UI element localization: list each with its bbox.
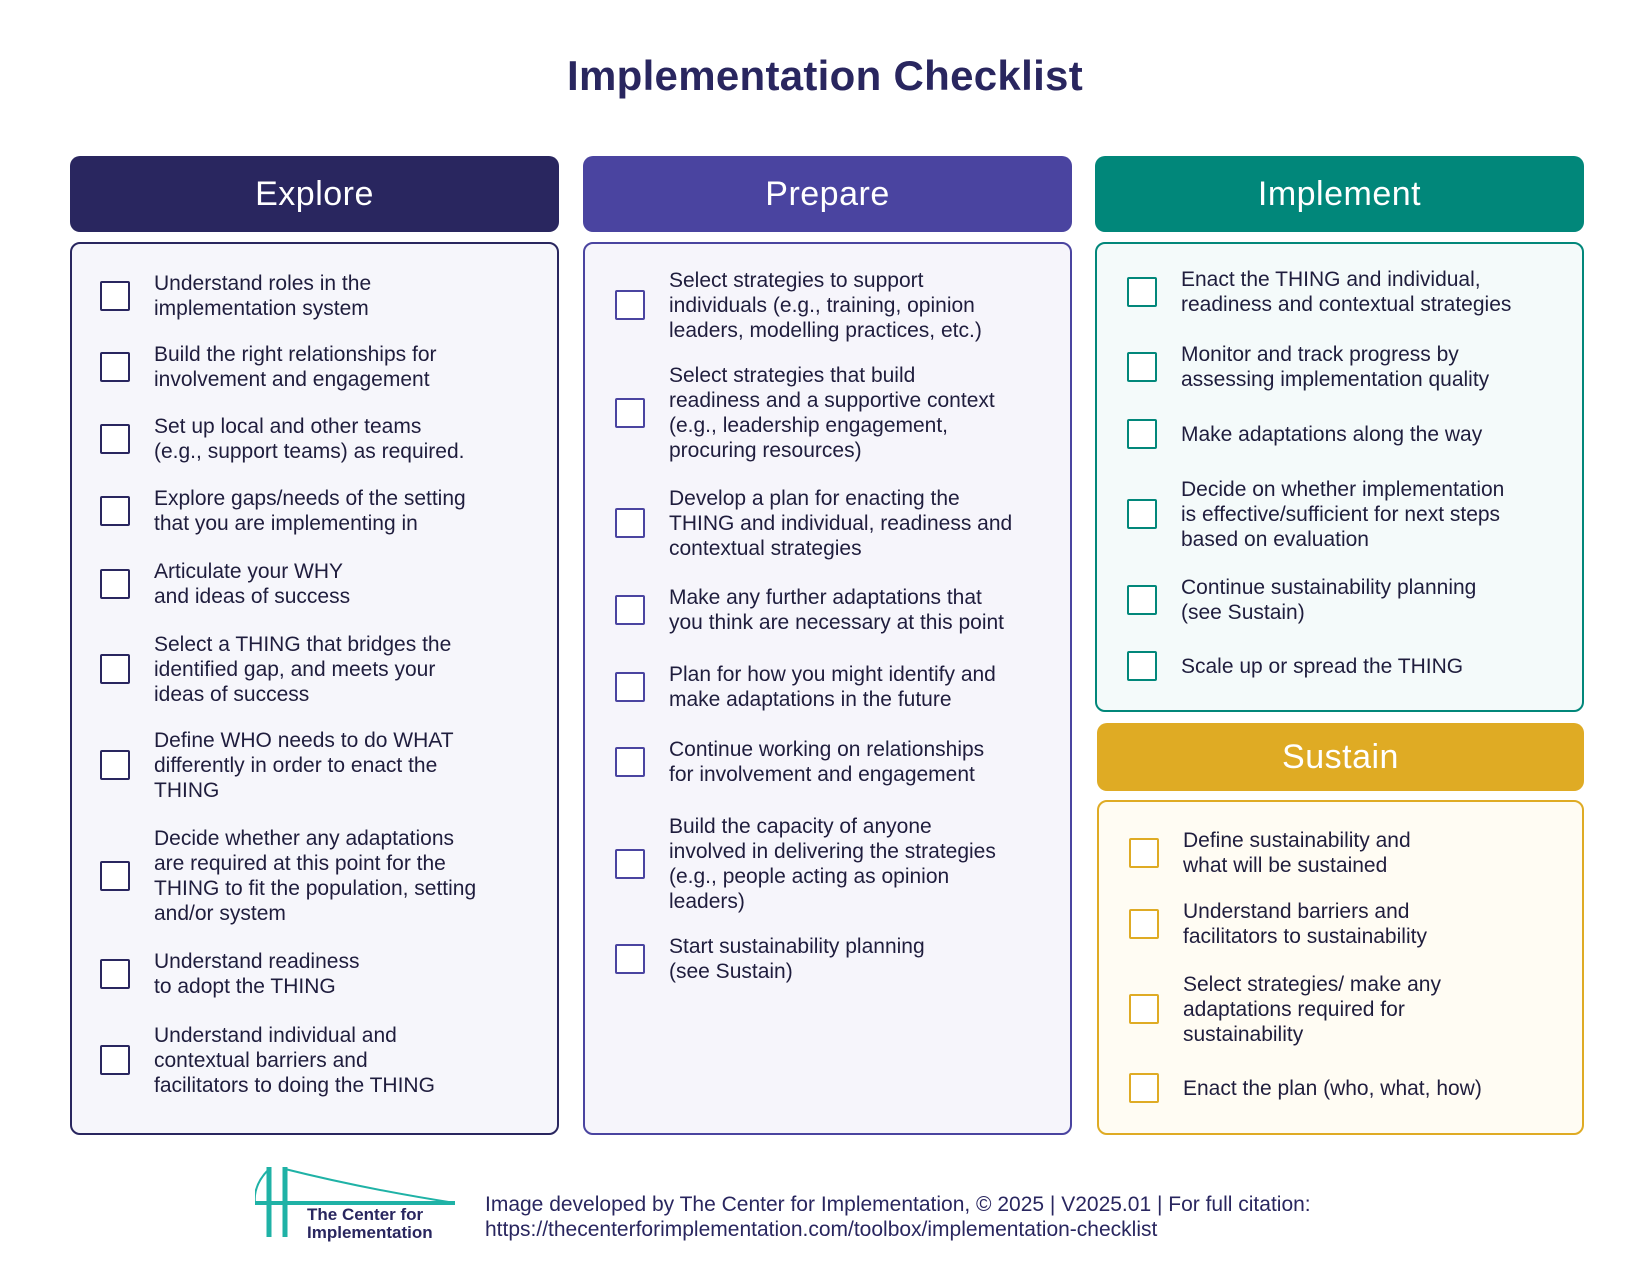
- explore-header-label: Explore: [255, 174, 374, 213]
- prepare-panel: [583, 242, 1072, 1135]
- implement-header-label: Implement: [1257, 174, 1422, 213]
- checklist-item-label: Decide whether any adaptations are required at this point for the THING to fit the population, setting and/or system: [154, 827, 477, 925]
- checklist-item-label: Articulate your WHY and ideas of success: [154, 560, 351, 608]
- checkbox[interactable]: [615, 747, 645, 777]
- checklist-item-label: Select a THING that bridges the identified gap, and meets your ideas of success: [154, 633, 452, 706]
- prepare-header: [583, 156, 1072, 232]
- checkbox[interactable]: [100, 654, 130, 684]
- checklist-item-label: Scale up or spread the THING: [1181, 655, 1464, 678]
- checklist-item-label: Monitor and track progress by assessing implementation quality: [1181, 343, 1490, 391]
- citation: [485, 1192, 1311, 1242]
- implement-panel: [1095, 242, 1584, 712]
- checkbox[interactable]: [1129, 838, 1159, 868]
- citation-line-1: Image developed by The Center for Implementation, © 2025 | V2025.01 | For full citation:: [485, 1193, 1311, 1216]
- checkbox[interactable]: [100, 352, 130, 382]
- checklist-item-label: Start sustainability planning (see Sustain): [669, 935, 925, 983]
- checklist-item-label: Select strategies that build readiness and a supportive context (e.g., leadership engagement, procuring resources): [669, 364, 995, 462]
- checklist-item-label: Define sustainability and what will be sustained: [1183, 829, 1411, 877]
- checklist-item-label: Enact the THING and individual, readiness and contextual strategies: [1181, 268, 1512, 316]
- checkbox[interactable]: [615, 290, 645, 320]
- checkbox[interactable]: [1127, 499, 1157, 529]
- checkbox[interactable]: [615, 595, 645, 625]
- checklist-item-label: Select strategies/ make any adaptations required for sustainability: [1183, 973, 1441, 1046]
- checklist-item-label: Enact the plan (who, what, how): [1183, 1077, 1482, 1100]
- checkbox[interactable]: [100, 750, 130, 780]
- checklist-item-label: Explore gaps/needs of the setting that you are implementing in: [154, 487, 466, 535]
- citation-link[interactable]: https://thecenterforimplementation.com/toolbox/implementation-checklist: [485, 1218, 1158, 1241]
- checklist-item-label: Continue sustainability planning (see Sustain): [1181, 576, 1477, 624]
- checkbox[interactable]: [100, 496, 130, 526]
- checklist-item-label: Understand individual and contextual barriers and facilitators to doing the THING: [154, 1024, 435, 1097]
- checklist-item-label: Make adaptations along the way: [1181, 423, 1483, 446]
- checkbox[interactable]: [1127, 419, 1157, 449]
- checklist-item-label: Decide on whether implementation is effective/sufficient for next steps based on evaluation: [1181, 478, 1505, 551]
- checkbox[interactable]: [100, 424, 130, 454]
- checklist-item-label: Define WHO needs to do WHAT differently in order to enact the THING: [154, 729, 454, 802]
- checkbox[interactable]: [615, 944, 645, 974]
- checkbox[interactable]: [100, 861, 130, 891]
- checkbox[interactable]: [100, 1045, 130, 1075]
- checkbox[interactable]: [615, 508, 645, 538]
- prepare-header-label: Prepare: [765, 174, 890, 213]
- checklist-item-label: Make any further adaptations that you think are necessary at this point: [669, 586, 1005, 634]
- checklist-item-label: Set up local and other teams (e.g., support teams) as required.: [154, 415, 465, 463]
- checkbox[interactable]: [100, 569, 130, 599]
- checklist-item-label: Understand barriers and facilitators to sustainability: [1183, 900, 1427, 948]
- checkbox[interactable]: [1127, 352, 1157, 382]
- checkbox[interactable]: [1127, 277, 1157, 307]
- checkbox[interactable]: [100, 959, 130, 989]
- sustain-header-label: Sustain: [1282, 737, 1399, 776]
- checkbox[interactable]: [1129, 909, 1159, 939]
- checklist-item-label: Develop a plan for enacting the THING and individual, readiness and contextual strategies: [669, 487, 1013, 560]
- checkbox[interactable]: [100, 281, 130, 311]
- checkbox[interactable]: [1127, 651, 1157, 681]
- logo-text: The Center for Implementation: [307, 1205, 433, 1242]
- sustain-panel: [1097, 800, 1584, 1135]
- checkbox[interactable]: [615, 849, 645, 879]
- checklist-item-label: Build the right relationships for involvement and engagement: [154, 343, 437, 391]
- checkbox[interactable]: [615, 672, 645, 702]
- implement-header: [1095, 156, 1584, 232]
- checklist-item-label: Plan for how you might identify and make adaptations in the future: [669, 663, 996, 711]
- checkbox[interactable]: [615, 398, 645, 428]
- checkbox[interactable]: [1127, 585, 1157, 615]
- checklist-item-label: Continue working on relationships for involvement and engagement: [669, 738, 985, 786]
- sustain-header: [1097, 723, 1584, 791]
- checklist-item-label: Understand roles in the implementation system: [154, 272, 372, 320]
- checklist-item-label: Select strategies to support individuals (e.g., training, opinion leaders, modelling practices, etc.): [669, 269, 982, 342]
- checklist-item-label: Build the capacity of anyone involved in delivering the strategies (e.g., people acting as opinion leaders): [669, 815, 996, 913]
- page-title: Implementation Checklist: [567, 52, 1083, 99]
- explore-header: [70, 156, 559, 232]
- checkbox[interactable]: [1129, 1073, 1159, 1103]
- checklist-item-label: Understand readiness to adopt the THING: [154, 950, 360, 998]
- checkbox[interactable]: [1129, 994, 1159, 1024]
- explore-panel: [70, 242, 559, 1135]
